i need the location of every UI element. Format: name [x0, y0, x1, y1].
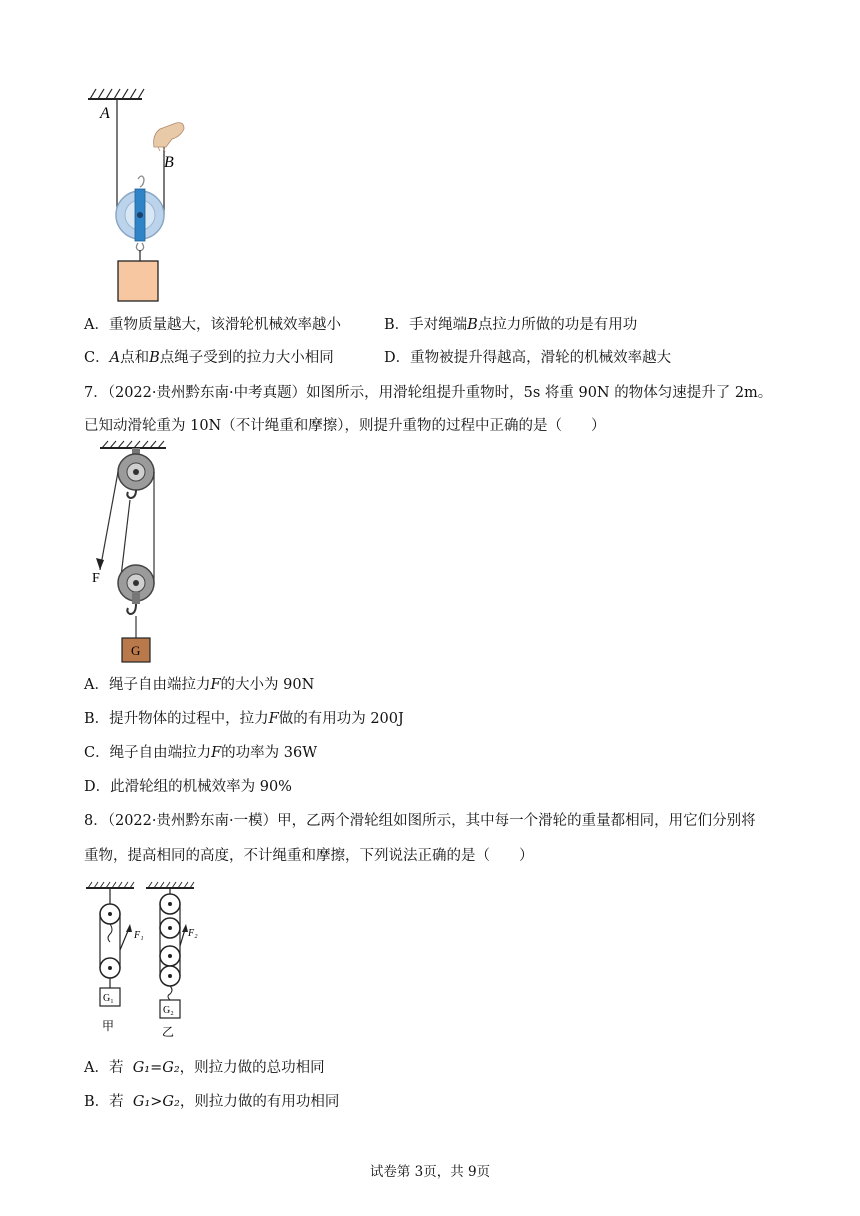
label-g: G: [131, 643, 141, 658]
q6-option-d[interactable]: D．重物被提升得越高，滑轮的机械效率越大: [384, 350, 672, 366]
q7-option-c[interactable]: C．绳子自由端拉力F的功率为 36W: [84, 745, 318, 761]
movable-pulley: [116, 176, 164, 251]
page-footer: 试卷第 3页，共 9页: [369, 1164, 491, 1180]
label-g1: G₁: [103, 993, 114, 1004]
label-b: B: [164, 154, 174, 171]
q7-option-b[interactable]: B．提升物体的过程中，拉力F做的有用功为 200J: [84, 711, 404, 727]
q7-pulley-figure: [80, 440, 280, 670]
ceiling-hatch: [100, 441, 166, 448]
q7-option-d[interactable]: D．此滑轮组的机械效率为 90%: [84, 779, 292, 795]
q6-pulley-figure: [80, 85, 280, 305]
label-jia: 甲: [102, 1019, 115, 1033]
label-a: A: [100, 105, 110, 122]
fixed-pulley: [118, 448, 154, 498]
ceiling-hatch: [88, 89, 144, 99]
q6-option-a[interactable]: A．重物质量越大，该滑轮机械效率越小: [84, 317, 341, 333]
q8-option-a[interactable]: A．若 G₁=G₂，则拉力做的总功相同: [84, 1060, 325, 1076]
label-yi: 乙: [162, 1025, 175, 1039]
hand-icon: [154, 123, 184, 152]
q7-stem-line1: 7．（2022·贵州黔东南·中考真题）如图所示，用滑轮组提升重物时，5s 将重 90N 的物体匀速提升了 2m。: [84, 385, 773, 401]
label-f1: F₁: [134, 930, 144, 941]
q6-option-c[interactable]: C．A点和B点绳子受到的拉力大小相同: [84, 350, 334, 366]
q7-stem-line2: 已知动滑轮重为 10N（不计绳重和摩擦），则提升重物的过程中正确的是（ ）: [84, 418, 606, 434]
weight-block: [118, 261, 158, 301]
label-f2: F₂: [188, 928, 198, 939]
ceiling-yi: [146, 882, 194, 888]
q8-pulley-figure: [82, 880, 222, 1040]
q8-stem-line1: 8．（2022·贵州黔东南·一模）甲，乙两个滑轮组如图所示，其中每一个滑轮的重量都相同，用它们分别将: [84, 813, 756, 829]
label-g2: G₂: [163, 1005, 174, 1016]
q8-stem-line2: 重物，提高相同的高度，不计绳重和摩擦，下列说法正确的是（ ）: [84, 848, 534, 864]
q6-option-b[interactable]: B．手对绳端B点拉力所做的功是有用功: [384, 317, 638, 333]
label-f: F: [92, 571, 100, 586]
q7-option-a[interactable]: A．绳子自由端拉力F的大小为 90N: [84, 677, 315, 693]
q8-option-b[interactable]: B．若 G₁>G₂，则拉力做的有用功相同: [84, 1094, 340, 1110]
ceiling-jia: [86, 882, 134, 888]
movable-pulley: [118, 565, 154, 614]
arrow-f: [96, 558, 104, 570]
